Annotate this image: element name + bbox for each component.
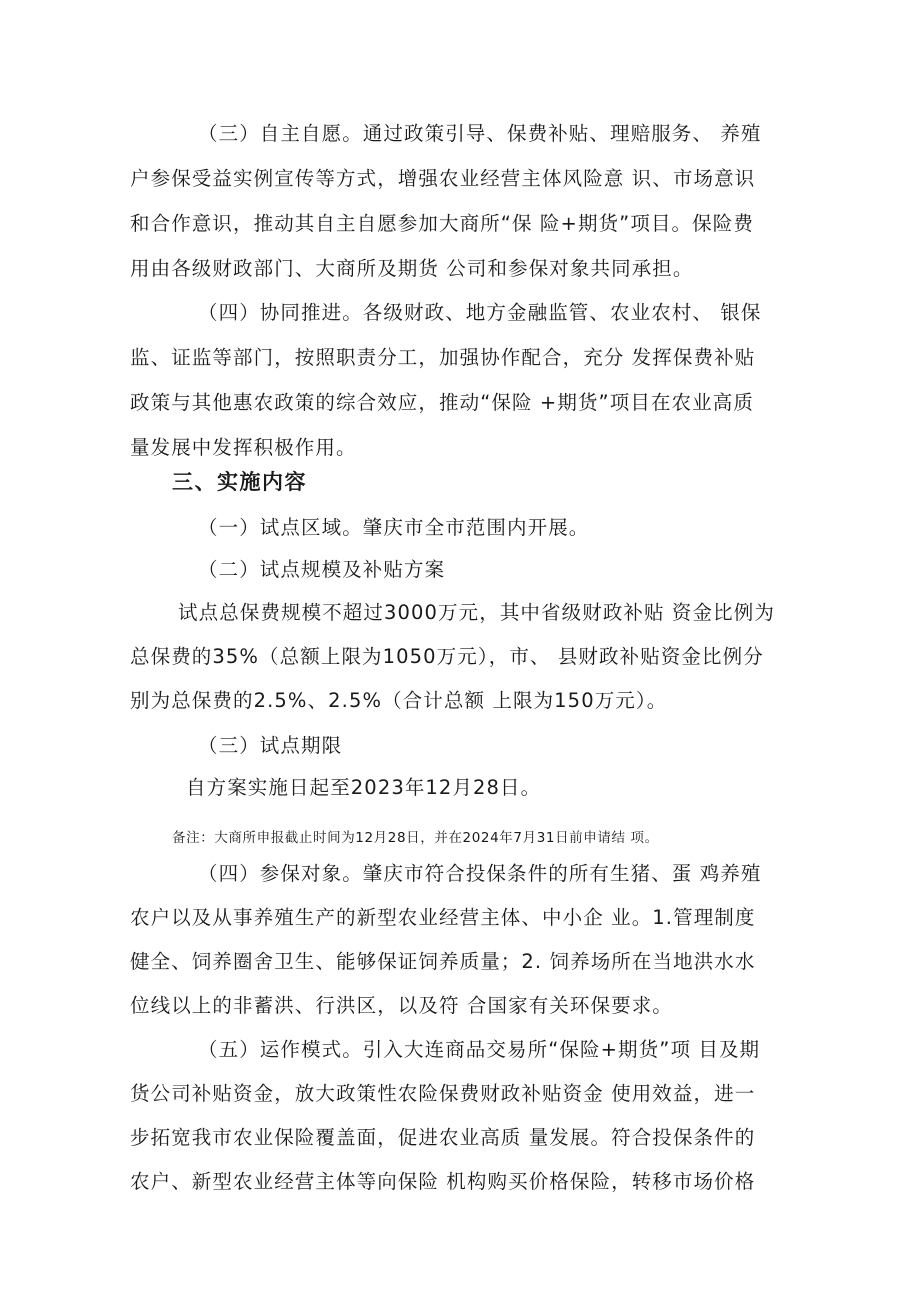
text-line: 和合作意识，推动其自主自愿参加大商所“保 险+期货”项目。保险费	[130, 212, 754, 235]
text-line: 货公司补贴资金，放大政策性农险保费财政补贴资金 使用效益，进一	[130, 1082, 756, 1105]
text-line: 农户、新型农业经营主体等向保险 机构购买价格保险，转移市场价格	[130, 1170, 756, 1193]
text-line: 总保费的35%（总额上限为1050万元），市、 县财政补贴资金比例分	[130, 645, 764, 668]
text-line: 试点总保费规模不超过3000万元，其中省级财政补贴 资金比例为	[178, 601, 775, 624]
remark-note: 备注：大商所申报截止时间为12月28日，并在2024年7月31日前申请结 项。	[172, 830, 659, 846]
text-line: 用由各级财政部门、大商所及期货 公司和参保对象共同承担。	[130, 257, 694, 280]
text-line: 农户以及从事养殖生产的新型农业经营主体、中小企 业。1.管理制度	[130, 906, 756, 929]
section-heading: 三、实施内容	[172, 470, 307, 494]
text-line: 步拓宽我市农业保险覆盖面，促进农业高质 量发展。符合投保条件的	[130, 1126, 756, 1149]
item-pilot-area: （一）试点区域。肇庆市全市范围内开展。	[198, 516, 590, 539]
text-line: 位线以上的非蓄洪、行洪区，以及符 合国家有关环保要求。	[130, 994, 673, 1017]
text-line: 政策与其他惠农政策的综合效应，推动“保险 +期货”项目在农业高质	[130, 391, 754, 414]
text-line: （三）自主自愿。通过政策引导、保费补贴、理赔服务、 养殖	[198, 122, 762, 145]
item-scale-title: （二）试点规模及补贴方案	[198, 558, 446, 581]
item-period-body: 自方案实施日起至2023年12月28日。	[186, 776, 542, 799]
text-line: （五）运作模式。引入大连商品交易所“保险+期货”项 目及期	[198, 1038, 761, 1061]
text-line: （四）参保对象。肇庆市符合投保条件的所有生猪、蛋 鸡养殖	[198, 862, 762, 885]
text-line: 监、证监等部门，按照职责分工，加强协作配合，充分 发挥保费补贴	[130, 346, 756, 369]
text-line: 别为总保费的2.5%、2.5%（合计总额 上限为150万元）。	[130, 689, 668, 712]
text-line: 量发展中发挥积极作用。	[130, 436, 357, 459]
text-line: 健全、饲养圈舍卫生、能够保证饲养质量；2. 饲养场所在当地洪水水	[130, 950, 756, 973]
text-line: （四）协同推进。各级财政、地方金融监管、农业农村、 银保	[198, 301, 762, 324]
text-line: 户参保受益实例宣传等方式，增强农业经营主体风险意 识、市场意识	[130, 167, 756, 190]
item-period-title: （三）试点期限	[198, 734, 343, 757]
